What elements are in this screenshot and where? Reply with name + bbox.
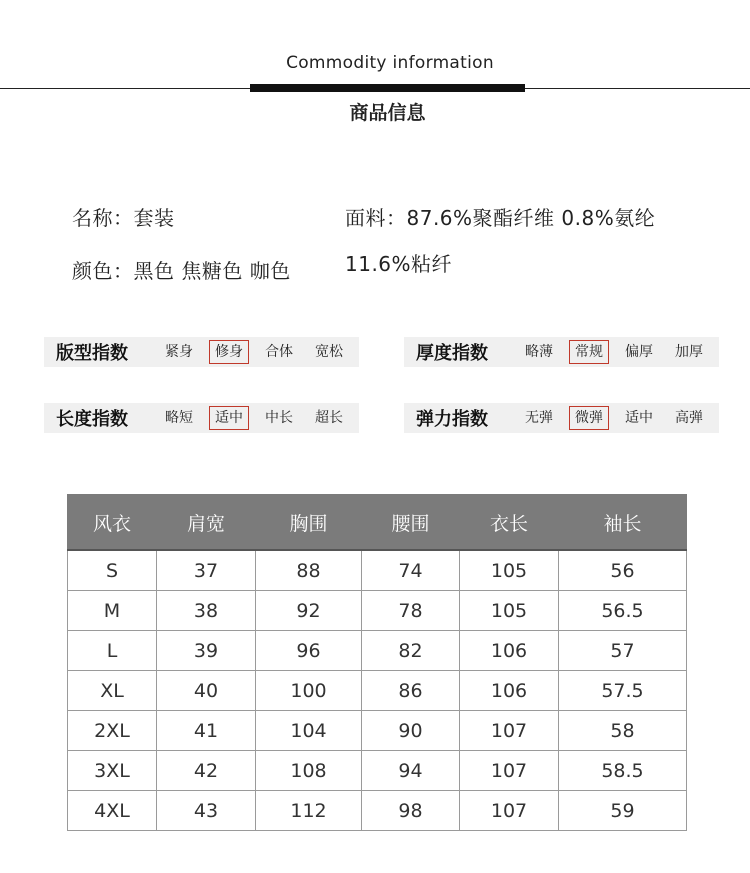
table-cell: 58.5 [559,751,687,791]
attribute-option-selected: 适中 [209,406,249,430]
attribute-option: 略薄 [525,344,553,360]
attribute-title: 版型指数 [56,343,128,364]
product-colors: 颜色：黑色 焦糖色 咖色 [72,259,291,283]
table-cell: 56 [559,550,687,591]
attribute-option: 中长 [265,410,293,426]
column-header: 胸围 [256,495,362,551]
table-cell: 78 [362,591,460,631]
column-header: 肩宽 [157,495,256,551]
table-cell: 4XL [68,791,157,831]
table-cell: 88 [256,550,362,591]
attribute-option-selected: 修身 [209,340,249,364]
table-row [68,671,687,711]
table-cell: 92 [256,591,362,631]
table-cell: 108 [256,751,362,791]
table-cell: 3XL [68,751,157,791]
table-cell: 105 [460,591,559,631]
table-row [68,591,687,631]
attribute-option: 宽松 [315,344,343,360]
table-cell: 41 [157,711,256,751]
column-header: 袖长 [559,495,687,551]
table-cell: 90 [362,711,460,751]
column-header: 风衣 [68,495,157,551]
table-cell: XL [68,671,157,711]
table-cell: M [68,591,157,631]
table-cell: 2XL [68,711,157,751]
table-row [68,751,687,791]
attribute-elasticity-row [404,403,719,433]
table-cell: 42 [157,751,256,791]
size-chart-table [67,494,687,831]
product-fabric-line-2: 11.6%粘纤 [345,252,453,276]
table-row [68,791,687,831]
attribute-title: 长度指数 [56,409,128,430]
table-cell: 37 [157,550,256,591]
table-cell: 100 [256,671,362,711]
table-cell: 58 [559,711,687,751]
table-cell: 107 [460,791,559,831]
product-name: 名称：套装 [72,206,175,230]
table-row [68,631,687,671]
table-row [68,550,687,591]
column-header: 衣长 [460,495,559,551]
table-cell: 39 [157,631,256,671]
table-cell: 107 [460,751,559,791]
column-header: 腰围 [362,495,460,551]
product-fabric-line-1: 面料：87.6%聚酯纤维 0.8%氨纶 [345,206,656,230]
attribute-option-selected: 微弹 [569,406,609,430]
table-row [68,711,687,751]
header-title: Commodity information [286,53,494,73]
table-cell: 57 [559,631,687,671]
attribute-title: 弹力指数 [416,409,488,430]
table-cell: 57.5 [559,671,687,711]
attribute-option-selected: 常规 [569,340,609,364]
attribute-fit-row [44,337,359,367]
attribute-option: 略短 [165,410,193,426]
table-cell: 106 [460,631,559,671]
table-cell: 38 [157,591,256,631]
table-cell: 112 [256,791,362,831]
attribute-option: 合体 [265,344,293,360]
header-accent-bar [250,84,525,92]
attribute-title: 厚度指数 [416,343,488,364]
table-cell: 56.5 [559,591,687,631]
table-cell: 107 [460,711,559,751]
table-cell: 40 [157,671,256,711]
table-header-row [68,495,687,551]
table-cell: 105 [460,550,559,591]
attribute-thickness-row [404,337,719,367]
attribute-option: 无弹 [525,410,553,426]
table-cell: 86 [362,671,460,711]
table-cell: L [68,631,157,671]
table-cell: 96 [256,631,362,671]
attribute-length-row [44,403,359,433]
table-cell: 104 [256,711,362,751]
attribute-option: 紧身 [165,344,193,360]
table-cell: 98 [362,791,460,831]
table-cell: S [68,550,157,591]
table-cell: 106 [460,671,559,711]
table-cell: 74 [362,550,460,591]
attribute-option: 超长 [315,410,343,426]
attribute-option: 适中 [625,410,653,426]
size-table-body [68,550,687,831]
table-cell: 59 [559,791,687,831]
attribute-option: 高弹 [675,410,703,426]
header-subtitle: 商品信息 [349,102,426,124]
table-cell: 43 [157,791,256,831]
table-cell: 94 [362,751,460,791]
attribute-option: 偏厚 [625,344,653,360]
attribute-option: 加厚 [675,344,703,360]
table-cell: 82 [362,631,460,671]
